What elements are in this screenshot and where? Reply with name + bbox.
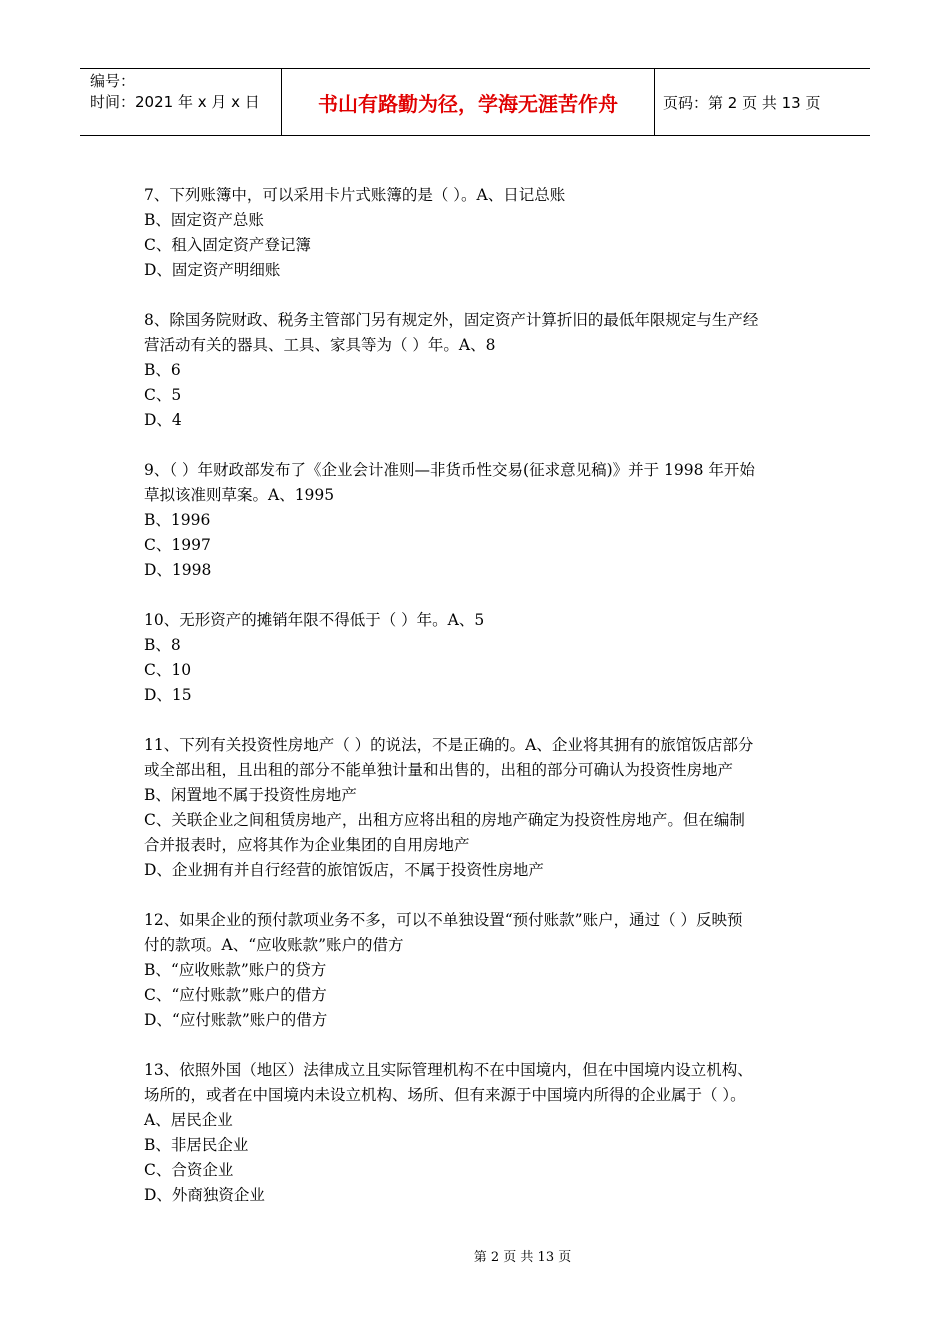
question-block xyxy=(144,458,809,583)
answer-option: C、合资企业 xyxy=(144,1161,234,1179)
question-block xyxy=(144,1058,809,1208)
answer-option: C、10 xyxy=(144,661,192,679)
answer-option: D、“应付账款”账户的借方 xyxy=(144,1011,328,1029)
question-block xyxy=(144,908,809,1033)
question-block xyxy=(144,608,809,708)
answer-option: B、非居民企业 xyxy=(144,1136,249,1154)
question-stem-line: 7、下列账簿中，可以采用卡片式账簿的是（ ）。A、日记总账 xyxy=(144,186,566,204)
answer-option: B、闲置地不属于投资性房地产 xyxy=(144,786,357,804)
answer-option: D、15 xyxy=(144,686,192,704)
answer-option: C、“应付账款”账户的借方 xyxy=(144,986,327,1004)
question-stem-line: 草拟该准则草案。A、1995 xyxy=(144,486,335,504)
header-info-cell xyxy=(80,69,282,135)
answer-option: B、8 xyxy=(144,636,181,654)
page-header xyxy=(80,68,870,136)
question-stem-line: 9、（ ）年财政部发布了《企业会计准则—非货币性交易(征求意见稿)》并于 1998 年开始 xyxy=(144,461,755,479)
question-stem-line: 11、下列有关投资性房地产（ ）的说法，不是正确的。A、企业将其拥有的旅馆饭店部分 xyxy=(144,736,754,754)
answer-option: D、外商独资企业 xyxy=(144,1186,265,1204)
question-stem-line: 场所的，或者在中国境内未设立机构、场所、但有来源于中国境内所得的企业属于（ ）。 xyxy=(144,1086,746,1104)
answer-option: D、4 xyxy=(144,411,182,429)
answer-option: D、企业拥有并自行经营的旅馆饭店，不属于投资性房地产 xyxy=(144,861,544,879)
document-date-label: 时间：2021 年 x 月 x 日 xyxy=(90,93,260,111)
answer-option: 合并报表时，应将其作为企业集团的自用房地产 xyxy=(144,836,470,854)
question-stem-line: 8、除国务院财政、税务主管部门另有规定外，固定资产计算折旧的最低年限规定与生产经 xyxy=(144,311,759,329)
answer-option: D、1998 xyxy=(144,561,212,579)
answer-option: B、6 xyxy=(144,361,181,379)
header-page-number: 页码：第 2 页 共 13 页 xyxy=(663,93,821,112)
question-stem-line: 12、如果企业的预付款项业务不多，可以不单独设置“预付账款”账户，通过（ ）反映预 xyxy=(144,911,743,929)
answer-option: A、居民企业 xyxy=(144,1111,233,1129)
answer-option: D、固定资产明细账 xyxy=(144,261,281,279)
answer-option: B、1996 xyxy=(144,511,211,529)
answer-option: B、固定资产总账 xyxy=(144,211,264,229)
question-stem-line: 13、依照外国（地区）法律成立且实际管理机构不在中国境内，但在中国境内设立机构、 xyxy=(144,1061,753,1079)
question-stem-line: 营活动有关的器具、工具、家具等为（ ）年。A、8 xyxy=(144,336,496,354)
answer-option: C、租入固定资产登记簿 xyxy=(144,236,311,254)
answer-option: C、5 xyxy=(144,386,182,404)
answer-option: B、“应收账款”账户的贷方 xyxy=(144,961,327,979)
question-stem-line: 10、无形资产的摊销年限不得低于（ ）年。A、5 xyxy=(144,611,485,629)
answer-option: C、1997 xyxy=(144,536,211,554)
question-list xyxy=(144,183,809,1233)
header-motto: 书山有路勤为径，学海无涯苦作舟 xyxy=(282,69,655,135)
question-stem-line: 付的款项。A、“应收账款”账户的借方 xyxy=(144,936,404,954)
question-stem-line: 或全部出租，且出租的部分不能单独计量和出售的，出租的部分可确认为投资性房地产 xyxy=(144,761,734,779)
page-footer: 第 2 页 共 13 页 xyxy=(473,1250,572,1265)
question-block xyxy=(144,733,809,883)
question-block xyxy=(144,183,809,283)
answer-option: C、关联企业之间租赁房地产，出租方应将出租的房地产确定为投资性房地产。但在编制 xyxy=(144,811,745,829)
question-block xyxy=(144,308,809,433)
document-number-label: 编号： xyxy=(90,72,136,90)
